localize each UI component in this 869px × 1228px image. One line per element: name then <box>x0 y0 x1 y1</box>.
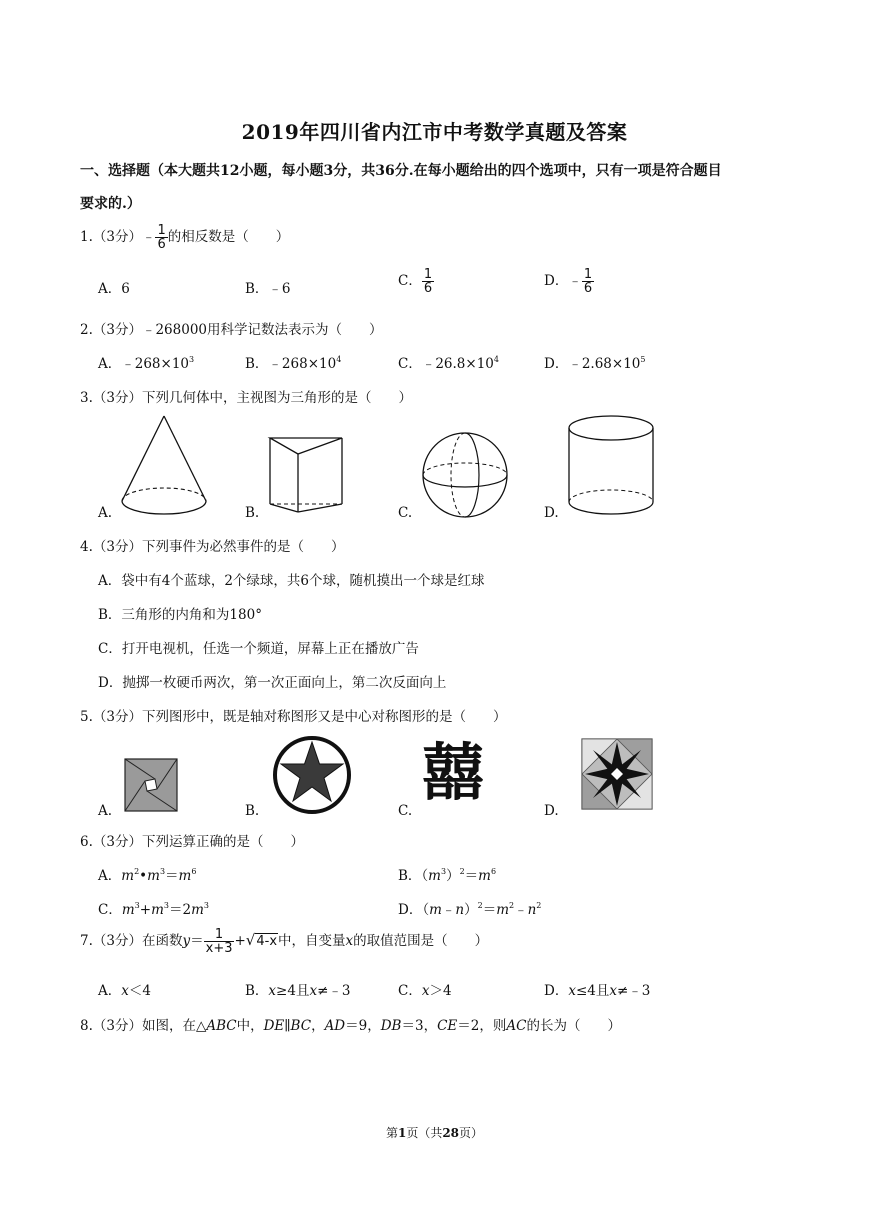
star-tile-icon <box>581 738 653 810</box>
q6-d-eq: ＝ <box>482 902 497 918</box>
q4-option-a: A．袋中有4个蓝球，2个绿球，共6个球，随机摸出一个球是红球 <box>98 573 485 589</box>
question-8-stem <box>80 1014 621 1034</box>
q6-a-e2: 3 <box>159 867 166 876</box>
q7-suffix1: 中，自变量 <box>278 933 346 949</box>
q7-prefix: 7.（3分）在函数 <box>80 933 183 949</box>
q6-b-e2: 2 <box>459 867 465 876</box>
q1-prefix: 1.（3分）﹣ <box>80 229 156 245</box>
q6-c-e2: 3 <box>163 901 169 910</box>
q6-b-e3: 6 <box>490 867 497 876</box>
q5-label-c: C. <box>398 803 413 819</box>
q7-sqrt-body: 4-x <box>256 934 278 949</box>
q6-c-e3: 3 <box>203 901 209 910</box>
q7-d-r2: ≠﹣3 <box>616 983 651 999</box>
q6-a-op: • <box>139 868 148 884</box>
q7-d-v2: x <box>609 983 617 999</box>
q1-option-c-num: 1 <box>423 267 433 282</box>
q2-option-c <box>398 352 499 372</box>
cone-icon <box>118 414 210 520</box>
q8-p3: ∥ <box>284 1018 291 1034</box>
question-4-stem: 4.（3分）下列事件为必然事件的是（ ） <box>80 539 345 555</box>
question-1-stem <box>80 224 289 251</box>
pinwheel-square-icon <box>124 758 178 812</box>
q1-option-d <box>544 268 594 295</box>
q7-a-r: ＜4 <box>128 983 151 999</box>
q6-b-close: ） <box>446 868 460 884</box>
q1-option-c <box>398 268 434 295</box>
q2-option-b-text: B．﹣268×10 <box>245 356 337 372</box>
q1-option-d-den: 6 <box>583 281 593 296</box>
q8-p8: 的长为（ ） <box>526 1018 621 1034</box>
q7-c-label: C． <box>398 983 422 999</box>
q4-option-d: D．抛掷一枚硬币两次，第一次正面向上，第二次反面向上 <box>98 675 447 691</box>
q6-a-e3: 6 <box>191 867 197 876</box>
q2-option-a-text: A．﹣268×10 <box>98 356 190 372</box>
q7-frac-num: 1 <box>204 928 235 942</box>
double-happiness-icon: 囍 <box>422 736 485 809</box>
q1-suffix: 的相反数是（ ） <box>167 229 290 245</box>
q2-option-d-exp: 5 <box>640 355 646 364</box>
sphere-icon <box>420 430 510 520</box>
q1-option-d-fraction <box>582 268 594 295</box>
q6-d-t4: n <box>527 902 537 918</box>
q6-b-eq: ＝ <box>464 868 479 884</box>
q8-db: DB <box>380 1018 402 1034</box>
q7-c-r: ＞4 <box>429 983 452 999</box>
q8-ad: AD <box>324 1018 346 1034</box>
q1-option-c-label: C． <box>398 273 422 289</box>
footer-page-number: 1 <box>397 1126 407 1140</box>
q6-a-t3: m <box>178 868 192 884</box>
q7-d-r: ≤4且 <box>575 983 610 999</box>
q2-option-a-exp: 3 <box>189 355 195 364</box>
footer-total-pages: 28 <box>442 1126 460 1140</box>
q8-p7: ＝2，则 <box>457 1018 507 1034</box>
q6-c-e1: 3 <box>134 901 140 910</box>
q2-option-c-text: C．﹣26.8×10 <box>398 356 494 372</box>
q5-label-a: A. <box>98 803 113 819</box>
question-5-stem: 5.（3分）下列图形中，既是轴对称图形又是中心对称图形的是（ ） <box>80 709 507 725</box>
q7-frac-den: x+3 <box>205 941 233 956</box>
q6-d-t3: m <box>496 902 509 918</box>
q6-option-d <box>398 898 541 918</box>
q7-d-label: D． <box>544 983 569 999</box>
q6-a-label: A． <box>98 868 122 884</box>
q4-option-c: C．打开电视机，任选一个频道，屏幕上正在播放广告 <box>98 641 419 657</box>
q6-a-e1: 2 <box>134 867 140 876</box>
q2-option-b <box>245 352 341 372</box>
footer-mid: 页（共 <box>406 1126 443 1140</box>
q7-b-v: x <box>268 983 277 999</box>
q3-label-a: A. <box>98 505 113 521</box>
section-heading-line2: 要求的.） <box>80 196 141 212</box>
q6-a-t1: m <box>121 868 135 884</box>
q2-option-a <box>98 352 194 372</box>
q8-p4: ， <box>311 1018 325 1034</box>
q6-option-b <box>398 864 496 884</box>
q6-c-t2: m <box>151 902 164 918</box>
q7-option-c <box>398 979 452 999</box>
q1-frac-num: 1 <box>157 223 166 238</box>
q6-b-t1: m <box>428 868 441 884</box>
q5-label-d: D. <box>544 803 559 819</box>
q7-y: y <box>182 933 191 949</box>
q1-option-b: B．﹣6 <box>245 281 291 297</box>
q2-option-d <box>544 352 645 372</box>
q6-d-minus: ﹣ <box>514 902 528 918</box>
q6-c-t3: m <box>191 902 204 918</box>
q1-option-c-den: 6 <box>423 281 433 296</box>
question-6-stem: 6.（3分）下列运算正确的是（ ） <box>80 834 304 850</box>
q7-sqrt: √4-x <box>245 931 278 949</box>
question-2-stem: 2.（3分）﹣268000用科学记数法表示为（ ） <box>80 322 383 338</box>
q6-a-t2: m <box>147 868 160 884</box>
q8-de: DE <box>263 1018 285 1034</box>
q6-d-t1: m <box>429 902 442 918</box>
q6-d-e4: 2 <box>536 901 542 910</box>
q6-d-e2: 2 <box>477 901 483 910</box>
q6-option-c <box>98 898 209 918</box>
q6-c-op: + <box>139 902 152 918</box>
q7-fraction <box>204 928 235 955</box>
q7-c-v: x <box>421 983 430 999</box>
q6-a-eq: ＝ <box>165 868 179 884</box>
q8-bc: BC <box>290 1018 312 1034</box>
q7-b-r2: ≠﹣3 <box>317 983 351 999</box>
q2-option-b-exp: 4 <box>336 355 342 364</box>
q7-a-v: x <box>121 983 129 999</box>
q6-d-t2: n <box>455 902 465 918</box>
q6-d-label: D．（ <box>398 902 430 918</box>
q6-b-label: B．（ <box>398 868 429 884</box>
q7-a-label: A． <box>98 983 122 999</box>
page-footer <box>0 1124 869 1141</box>
q7-b-v2: x <box>309 983 318 999</box>
q1-fraction <box>155 224 167 251</box>
q7-var: x <box>345 933 354 949</box>
q6-option-a <box>98 864 196 884</box>
q7-option-d <box>544 979 650 999</box>
q6-d-e3: 2 <box>509 901 515 910</box>
q7-d-v: x <box>568 983 576 999</box>
q1-option-a: A．6 <box>98 281 130 297</box>
q7-option-b <box>245 979 350 999</box>
q8-p6: ＝3， <box>401 1018 438 1034</box>
q2-option-c-exp: 4 <box>493 355 499 364</box>
question-7-stem <box>80 928 488 955</box>
star-in-circle-icon <box>272 735 352 815</box>
q5-label-b: B. <box>245 803 260 819</box>
q1-option-c-fraction <box>422 268 434 295</box>
q1-option-d-num: 1 <box>583 267 593 282</box>
q6-c-t1: m <box>121 902 135 918</box>
q2-option-d-text: D．﹣2.68×10 <box>544 356 641 372</box>
q7-suffix2: 的取值范围是（ ） <box>353 933 489 949</box>
q4-option-b: B．三角形的内角和为180° <box>98 607 262 623</box>
q7-eq: ＝ <box>190 933 204 949</box>
footer-pre: 第 <box>385 1126 398 1140</box>
q8-ce: CE <box>437 1018 458 1034</box>
question-3-stem: 3.（3分）下列几何体中，主视图为三角形的是（ ） <box>80 390 412 406</box>
q1-option-d-label: D．﹣ <box>544 273 582 289</box>
q6-b-e1: 3 <box>440 867 447 876</box>
q6-b-t3: m <box>478 868 491 884</box>
q7-b-r: ≥4且 <box>276 983 310 999</box>
q6-d-close: ） <box>464 902 478 918</box>
q8-ac: AC <box>506 1018 527 1034</box>
q7-option-a <box>98 979 151 999</box>
q8-p5: ＝9， <box>345 1018 381 1034</box>
q6-c-eq: ＝2 <box>168 902 192 918</box>
q6-c-label: C． <box>98 902 122 918</box>
q1-frac-den: 6 <box>157 237 166 252</box>
triangular-prism-icon <box>266 432 346 516</box>
q7-b-label: B． <box>245 983 269 999</box>
q3-label-d: D. <box>544 505 559 521</box>
q8-p1: 8.（3分）如图，在△ <box>80 1018 207 1034</box>
q3-label-c: C. <box>398 505 413 521</box>
footer-post: 页） <box>459 1126 484 1140</box>
q8-p2: 中， <box>236 1018 264 1034</box>
section-heading-line1: 一、选择题（本大题共12小题，每小题3分，共36分.在每小题给出的四个选项中，只有一项是符合题目 <box>80 163 722 179</box>
q3-label-b: B. <box>245 505 260 521</box>
q7-plus: + <box>234 933 246 949</box>
q6-d-mid: ﹣ <box>441 902 456 918</box>
page-title: 2019年四川省内江市中考数学真题及答案 <box>241 120 628 144</box>
q8-abc: ABC <box>206 1018 237 1034</box>
cylinder-icon <box>565 414 657 520</box>
